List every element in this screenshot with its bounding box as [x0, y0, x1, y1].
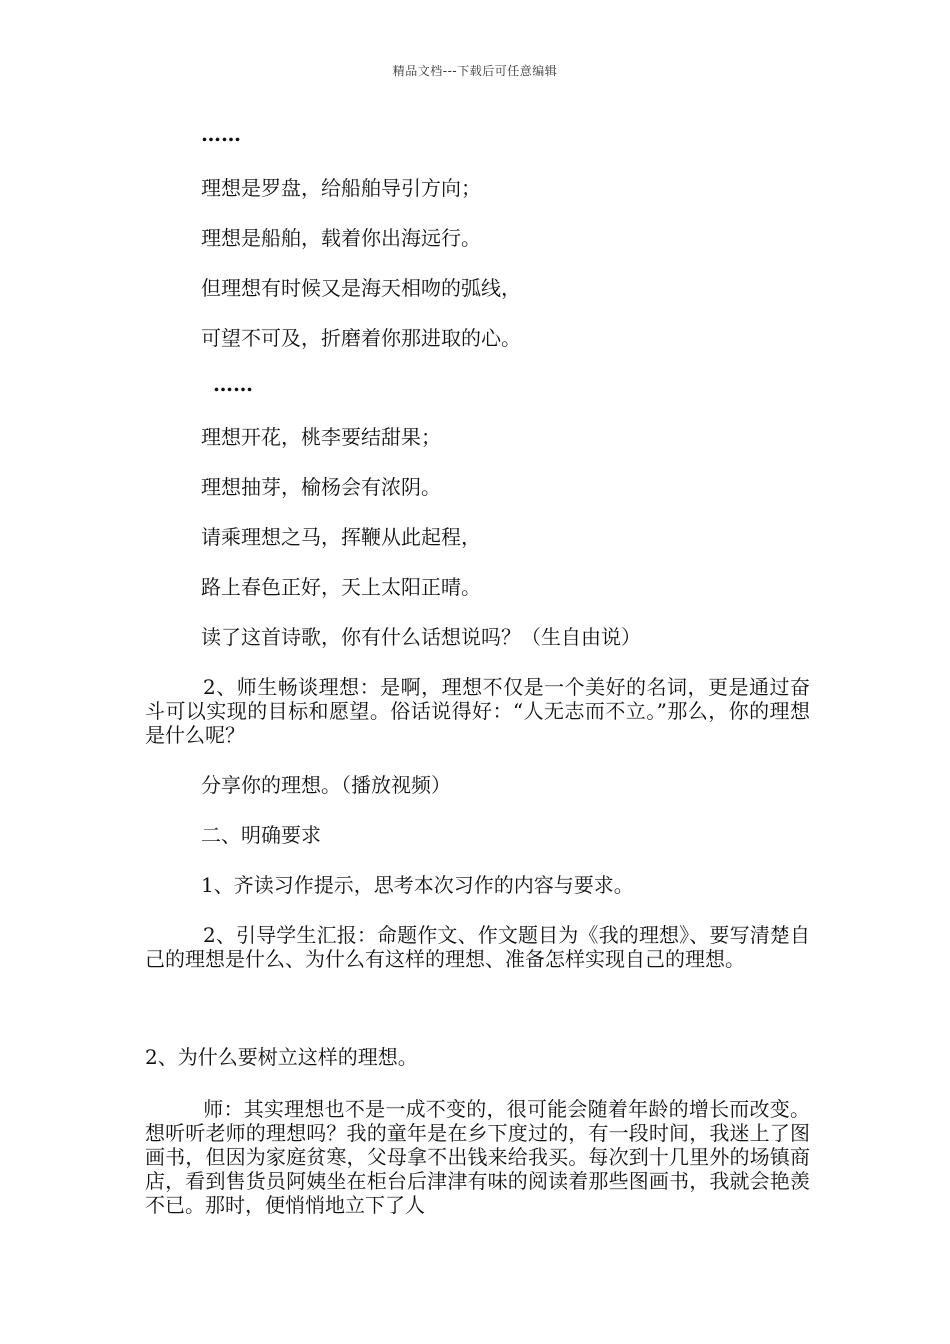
- poem-line-8: 路上春色正好，天上太阳正晴。: [201, 575, 481, 599]
- discussion-question: 读了这首诗歌，你有什么话想说吗？（生自由说）: [201, 625, 641, 649]
- why-line: 2、为什么要树立这样的理想。: [145, 1045, 418, 1069]
- poem-line-7: 请乘理想之马，挥鞭从此起程，: [201, 525, 481, 549]
- poem-line-4: 可望不可及，折磨着你那进取的心。: [201, 326, 521, 350]
- poem-line-2: 理想是船舶，载着你出海远行。: [201, 226, 481, 250]
- page-header: 精品文档---下载后可任意编辑: [392, 64, 558, 78]
- paragraph-report-text: 2、引导学生汇报：命题作文、作文题目为《我的理想》、要写清楚自己的理想是什么、为什么有这样的理想、准备怎样实现自己的理想。: [145, 923, 810, 971]
- paragraph-report: [145, 923, 810, 971]
- ellipsis-line: ……: [201, 122, 241, 146]
- share-line: 分享你的理想。（播放视频）: [201, 773, 451, 797]
- poem-line-1: 理想是罗盘，给船舶导引方向；: [201, 176, 481, 200]
- poem-line-6: 理想抽芽，榆杨会有浓阴。: [201, 475, 441, 499]
- paragraph-talk-text: 2、师生畅谈理想：是啊，理想不仅是一个美好的名词，更是通过奋斗可以实现的目标和愿望。俗话说得好：“人无志而不立。”那么，你的理想是什么呢？: [145, 675, 810, 747]
- paragraph-teacher-text: 师：其实理想也不是一成不变的，很可能会随着年龄的增长而改变。想听听老师的理想吗？我的童年是在乡下度过的，有一段时间，我迷上了图画书，但因为家庭贫寒，父母拿不出钱来给我买。每次到十几里外的场镇商店，看到售货员阿姨坐在柜台后津津有味的阅读着那些图画书，我就会艳羡不已。那时，便悄悄地立下了人: [145, 1097, 810, 1217]
- poem-line-3: 但理想有时候又是海天相吻的弧线，: [201, 276, 521, 300]
- paragraph-talk: [145, 675, 810, 747]
- poem-line-5: 理想开花，桃李要结甜果；: [201, 425, 441, 449]
- section-heading: 二、明确要求: [201, 823, 321, 847]
- ellipsis-line: ……: [213, 372, 253, 396]
- requirement-1: 1、齐读习作提示，思考本次习作的内容与要求。: [201, 873, 634, 897]
- paragraph-teacher: [145, 1097, 810, 1217]
